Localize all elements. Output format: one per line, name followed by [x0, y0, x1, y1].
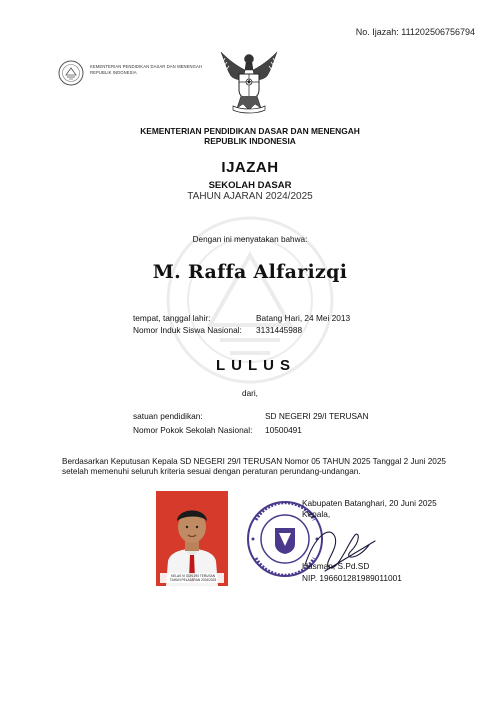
ministry-line-1: KEMENTERIAN PENDIDIKAN DASAR DAN MENENGAH — [140, 126, 360, 136]
signer-name: Hasman, S.Pd.SD — [302, 561, 370, 571]
school-value: SD NEGERI 29/I TERUSAN — [265, 411, 369, 421]
ministry-small-line-2: REPUBLIK INDONESIA — [90, 70, 137, 75]
ministry-small-text — [90, 64, 202, 76]
certificate-number: No. Ijazah: 111202506756794 — [355, 27, 475, 37]
from-text: dari, — [242, 389, 258, 398]
decree-text: Berdasarkan Keputusan Kepala SD NEGERI 29/I TERUSAN Nomor 05 TAHUN 2025 Tanggal 2 Juni 2025 setelah memenuhi seluruh kriteria sesuai dengan peraturan perundang-undangan. — [62, 457, 446, 476]
student-name: M. Raffa Alfarizqi — [152, 261, 348, 283]
sign-place-date: Kabupaten Batanghari, 20 Juni 2025 — [302, 498, 437, 508]
birth-value: Batang Hari, 24 Mei 2013 — [256, 313, 351, 323]
graduation-status: LULUS — [216, 357, 296, 374]
ministry-heading — [0, 126, 500, 146]
ministry-line-2: REPUBLIK INDONESIA — [204, 136, 296, 146]
tut-wuri-handayani-logo-icon — [58, 60, 84, 86]
school-type: SEKOLAH DASAR — [208, 180, 292, 191]
nis-label: Nomor Induk Siswa Nasional: — [133, 325, 242, 335]
ministry-small-line-1: KEMENTERIAN PENDIDIKAN DASAR DAN MENENGAH — [90, 64, 203, 69]
student-photo — [156, 491, 228, 586]
school-label: satuan pendidikan: — [133, 411, 203, 421]
npsn-value: 10500491 — [265, 425, 302, 435]
sign-title: Kepala, — [302, 509, 331, 519]
photo-caption-line-2: TAHUN PELAJARAN 2024/2025 — [169, 578, 217, 582]
student-portrait-icon — [156, 491, 228, 586]
garuda-emblem-icon — [219, 50, 279, 116]
certificate-title: IJAZAH — [221, 159, 279, 176]
signer-nip: NIP. 196601281989011001 — [302, 573, 402, 583]
academic-year: TAHUN AJARAN 2024/2025 — [187, 191, 313, 202]
nis-value: 3131445988 — [256, 325, 303, 335]
npsn-label: Nomor Pokok Sekolah Nasional: — [133, 425, 253, 435]
birth-label: tempat, tanggal lahir: — [133, 313, 211, 323]
photo-caption-line-1: KELAS VI SDN 29/I TERUSAN — [170, 574, 216, 578]
photo-caption — [162, 574, 224, 582]
declaration-text: Dengan ini menyatakan bahwa: — [192, 235, 308, 244]
